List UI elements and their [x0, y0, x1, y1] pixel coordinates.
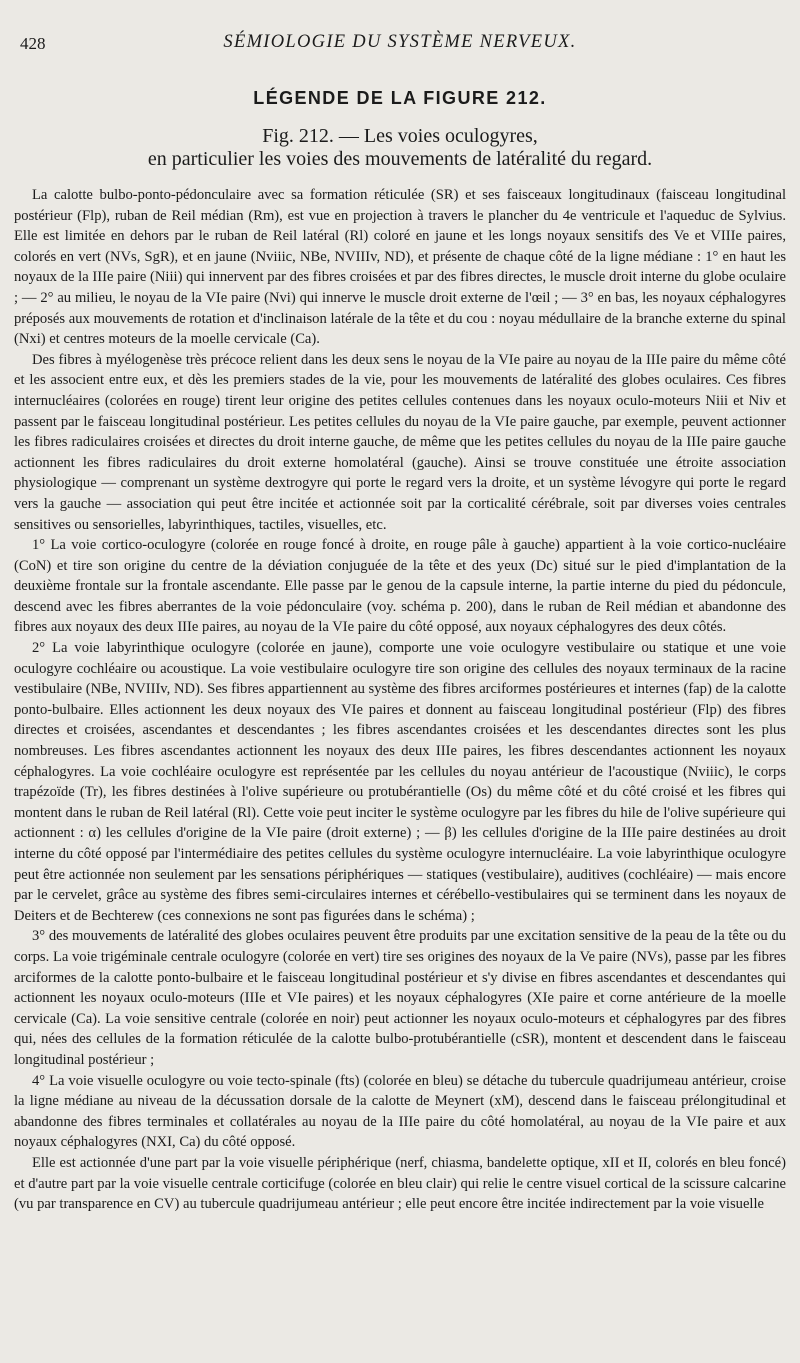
paragraph-labyrinthine: 2° La voie labyrinthique oculogyre (colorée en jaune), comporte une voie oculogyre vestibulaire ou statique et une voie oculogyre cochléaire ou acoustique. La voie vestibulaire oculogyre tire son origine des cellules des noyaux terminaux de la racine vestibulaire (NBe, NVIIIv, ND). Ses fibres appartiennent au système des fibres arciformes postérieures et internes (fap) de la calotte ponto-bulbaire. Elles actionnent les deux noyaux des VIe paires et donnent au faisceau longitudinal postérieur (Flp) des fibres directes et croisées, ascendantes et descendantes ; les fibres ascendantes croisées et les descendantes directes sont les plus nombreuses. Les fibres ascendantes actionnent les noyaux des deux IIIe paires, les fibres descendantes actionnent les noyaux céphalogyres. La voie cochléaire oculogyre est représentée par les cellules du noyau antérieur de l'acoustique (Nviiic), le corps trapézoïde (Tr), les fibres destinées à l'olive supérieure ou protubérantielle (Os) du même côté et du côté croisé et les fibres qui montent dans le ruban de Reil latéral (Rl). Cette voie peut inciter le système oculogyre par les fibres du hile de l'olive supérieure qui actionnent : α) les cellules d'origine de la VIe paire (droit externe) ; — β) les cellules d'origine de la IIIe paire destinées au droit interne du côté opposé par l'intermédiaire des petites cellules du système oculogyre internucléaire. La voie labyrinthique oculogyre peut être actionnée non seulement par les sensations périphériques — statiques (vestibulaire), auditives (cochléaire) — mais encore par le cervelet, grâce au système des fibres semi-circulaires internes et cérébello-vestibulaires qui se terminent dans les noyaux de Deiters et de Bechterew (ces connexions ne sont pas figurées dans le schéma) ;: [14, 640, 786, 924]
paragraph-cortico-oculogyre: 1° La voie cortico-oculogyre (colorée en rouge foncé à droite, en rouge pâle à gauche) appartient à la voie cortico-nucléaire (CoN) et tire son origine du centre de la déviation conjuguée de la tête et des yeux (Dc) situé sur le pied d'implantation de la deuxième frontale sur la frontale ascendante. Elle passe par le genou de la capsule interne, la partie interne du pied du pédoncule, descend avec les fibres aberrantes de la voie pédonculaire (voy. schéma p. 200), dans le ruban de Reil médian et abandonne des fibres aux noyaux des deux IIIe paires, au noyau de la VIe paire du côté opposé, aux noyaux céphalogyres des deux côtés.: [14, 537, 786, 636]
caption-line-2: en particulier les voies des mouvements de latéralité du regard.: [147, 148, 653, 170]
paragraph-internuclear-fibers: Des fibres à myélogenèse très précoce relient dans les deux sens le noyau de la VIe paire au noyau de la IIIe paire du même côté et les associent entre eux, et dès les premiers stades de la vie, pour les mouvements de latéralité des globes oculaires. Ces fibres internucléaires (colorées en rouge) tirent leur origine des petites cellules contenues dans les noyaux oculo-moteurs Niii et Niv et passent par le faisceau longitudinal postérieur. Les petites cellules du noyau de la VIe paire gauche, par exemple, peuvent actionner les fibres radiculaires croisées et directes du droit interne gauche, de même que les petites cellules du noyau de la IIIe paire gauche actionnent les fibres radiculaires du droit externe homolatéral (gauche). Ainsi se trouve constituée une étroite association physiologique — comprenant un système dextrogyre qui porte le regard vers la droite, et un système lévogyre qui porte le regard vers la gauche — association qui peut être incitée et actionnée soit par la corticalité cérébrale, soit par diverses voies centrales sensitives ou sensorielles, labyrinthiques, tactiles, visuelles, etc.: [14, 351, 786, 533]
legend-body: [14, 185, 786, 1215]
page-number: 428: [20, 34, 46, 53]
running-header: [14, 0, 786, 56]
paragraph-visual: 4° La voie visuelle oculogyre ou voie tecto-spinale (fts) (colorée en bleu) se détache du tubercule quadrijumeau antérieur, croise la ligne médiane au niveau de la décussation dorsale de la calotte de Meynert (xM), descend dans le faisceau prélongitudinal et abandonne des fibres terminales et collatérales au noyau de la IIIe paire du côté homolatéral, au noyau de la VIe paire et aux noyaux céphalogyres (NXI, Ca) du côté opposé.: [14, 1072, 786, 1151]
legend-title: LÉGENDE DE LA FIGURE 212.: [253, 88, 547, 108]
figure-caption: [14, 125, 786, 171]
caption-line-1: Fig. 212. — Les voies oculogyres,: [262, 125, 538, 147]
paragraph-intro: La calotte bulbo-ponto-pédonculaire avec sa formation réticulée (SR) et ses faisceaux longitudinaux (faisceau longitudinal postérieur (Flp), ruban de Reil médian (Rm), est vue en projection à travers le plancher du 4e ventricule et l'aqueduc de Sylvius. Elle est limitée en dehors par le ruban de Reil latéral (Rl) coloré en jaune et les longs noyaux sensitifs des Ve et VIIIe paires, colorés en vert (NVs, SgR), et en jaune (Nviiic, NBe, NVIIIv, ND), et présente de chaque côté de la ligne médiane : 1° en haut les noyaux de la IIIe paire (Niii) qui innervent par des fibres croisées et par des fibres directes, le muscle droit interne du globe oculaire ; — 2° au milieu, le noyau de la VIe paire (Nvi) qui innerve le muscle droit externe de l'œil ; — 3° en bas, les noyaux céphalogyres préposés aux mouvements de rotation et d'inclinaison latérale de la tête et du cou : noyau médullaire de la branche externe du spinal (Nxi) et centres moteurs de la moelle cervicale (Ca).: [14, 187, 786, 348]
running-title: SÉMIOLOGIE DU SYSTÈME NERVEUX.: [223, 32, 577, 52]
paragraph-visual-activation: Elle est actionnée d'une part par la voie visuelle périphérique (nerf, chiasma, bandelette optique, xII et II, colorés en bleu foncé) et d'autre part par la voie visuelle centrale corticifuge (colorée en bleu clair) qui relie le centre visuel cortical de la scissure calcarine (vu par transparence en CV) au tubercule quadrijumeau antérieur ; elle peut encore être incitée indirectement par la voie visuelle: [14, 1154, 786, 1213]
paragraph-sensitive: 3° des mouvements de latéralité des globes oculaires peuvent être produits par une excitation sensitive de la peau de la tête ou du corps. La voie trigéminale centrale oculogyre (colorée en vert) tire ses origines des noyaux de la Ve paire (NVs), passe par les fibres arciformes de la calotte ponto-bulbaire et le faisceau longitudinal postérieur et s'y divise en fibres ascendantes et descendantes qui actionnent les noyaux oculo-moteurs (IIIe et VIe paires) et les noyaux céphalogyres (XIe paire et corne antérieure de la moelle cervicale (Ca). La voie sensitive centrale (colorée en noir) peut actionner les noyaux oculo-moteurs et céphalogyres par des fibres qui, nées des cellules de la formation réticulée de la calotte bulbo-protubérantielle (cSR), montent et descendent dans le faisceau longitudinal postérieur ;: [14, 928, 786, 1068]
